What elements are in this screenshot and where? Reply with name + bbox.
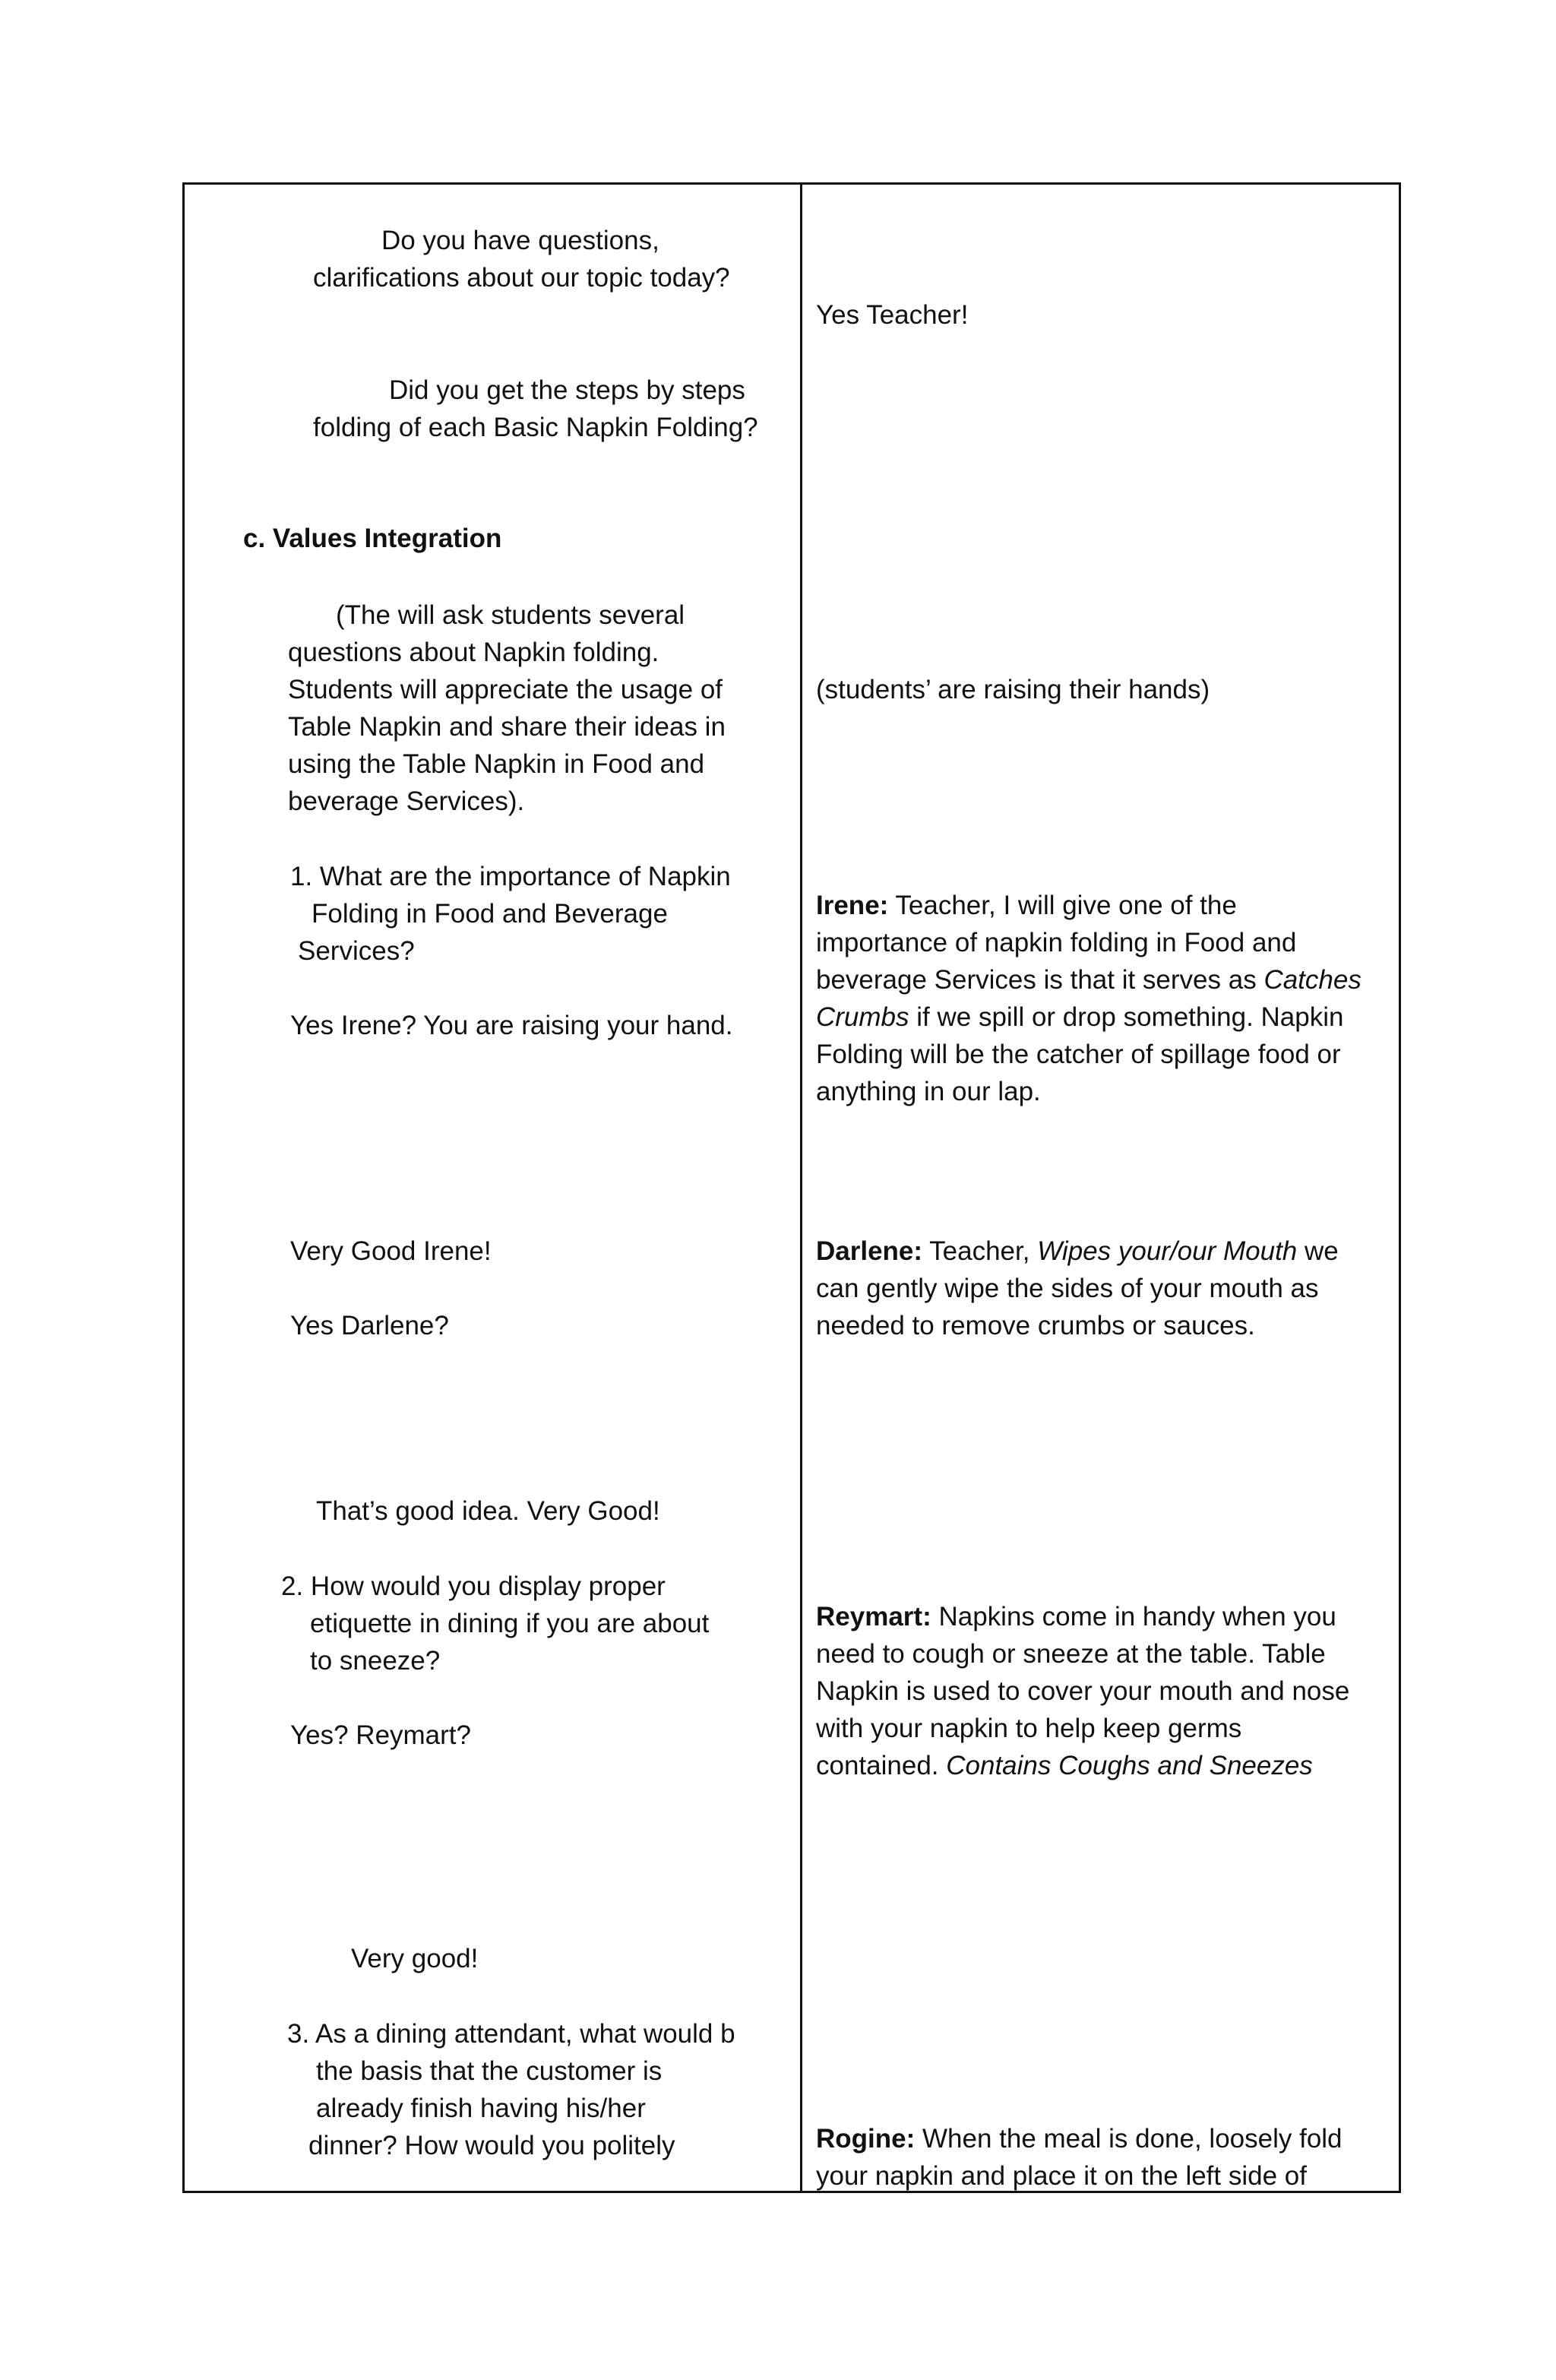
teacher-prompt: Yes Irene? You are raising your hand. bbox=[290, 1011, 733, 1040]
student-answer-irene: beverage Services is that it serves as Catches bbox=[816, 965, 1362, 995]
student-answer-irene: anything in our lap. bbox=[816, 1077, 1041, 1106]
teacher-praise: That’s good idea. Very Good! bbox=[316, 1496, 660, 1526]
teacher-prompt: Yes? Reymart? bbox=[290, 1720, 471, 1750]
column-divider bbox=[800, 182, 802, 2193]
teacher-question-text: Do you have questions, bbox=[381, 226, 659, 255]
student-name: Rogine: bbox=[816, 2124, 916, 2154]
teacher-question-text: folding of each Basic Napkin Folding? bbox=[313, 413, 758, 442]
question-2: etiquette in dining if you are about bbox=[310, 1609, 710, 1638]
question-1: Services? bbox=[298, 936, 415, 966]
student-answer-reymart: need to cough or sneeze at the table. Table bbox=[816, 1639, 1326, 1669]
student-answer-rogine: your napkin and place it on the left side of bbox=[816, 2161, 1307, 2191]
student-answer-irene: importance of napkin folding in Food and bbox=[816, 928, 1297, 957]
student-name: Darlene: bbox=[816, 1236, 923, 1266]
question-2: to sneeze? bbox=[310, 1646, 441, 1676]
lesson-table bbox=[182, 182, 1401, 2193]
question-3: the basis that the customer is bbox=[316, 2056, 663, 2086]
question-3: 3. As a dining attendant, what would b bbox=[287, 2019, 735, 2049]
teacher-prompt: Yes Darlene? bbox=[290, 1311, 449, 1340]
teacher-question-text: clarifications about our topic today? bbox=[313, 263, 730, 293]
section-heading: c. Values Integration bbox=[243, 524, 502, 553]
question-3: dinner? How would you politely bbox=[308, 2131, 675, 2160]
instruction-text: Students will appreciate the usage of bbox=[288, 675, 723, 704]
student-answer-reymart: Napkin is used to cover your mouth and nose bbox=[816, 1676, 1350, 1706]
instruction-text: (The will ask students several bbox=[336, 600, 685, 630]
teacher-question-text: Did you get the steps by steps bbox=[389, 375, 745, 405]
question-3: already finish having his/her bbox=[316, 2094, 646, 2123]
instruction-text: beverage Services). bbox=[288, 786, 525, 816]
student-answer-irene: Crumbs if we spill or drop something. Napkin bbox=[816, 1002, 1344, 1032]
student-response: (students’ are raising their hands) bbox=[816, 675, 1210, 704]
student-answer-darlene: can gently wipe the sides of your mouth as bbox=[816, 1274, 1319, 1303]
student-answer-irene: Irene: Teacher, I will give one of the bbox=[816, 891, 1237, 920]
student-answer-rogine: Rogine: When the meal is done, loosely fold bbox=[816, 2124, 1343, 2154]
question-1: Folding in Food and Beverage bbox=[312, 899, 668, 929]
instruction-text: Table Napkin and share their ideas in bbox=[288, 712, 726, 742]
student-answer-reymart: contained. Contains Coughs and Sneezes bbox=[816, 1751, 1313, 1780]
instruction-text: questions about Napkin folding. bbox=[288, 638, 659, 667]
teacher-praise: Very Good Irene! bbox=[290, 1236, 492, 1266]
student-answer-darlene: Darlene: Teacher, Wipes your/our Mouth we bbox=[816, 1236, 1339, 1266]
student-name: Irene: bbox=[816, 891, 889, 920]
student-name: Reymart: bbox=[816, 1602, 931, 1632]
student-answer-darlene: needed to remove crumbs or sauces. bbox=[816, 1311, 1255, 1340]
teacher-praise: Very good! bbox=[351, 1944, 479, 1973]
student-answer-reymart: with your napkin to help keep germs bbox=[816, 1714, 1242, 1743]
student-response: Yes Teacher! bbox=[816, 300, 969, 330]
question-2: 2. How would you display proper bbox=[281, 1571, 666, 1601]
student-answer-reymart: Reymart: Napkins come in handy when you bbox=[816, 1602, 1336, 1632]
student-answer-irene: Folding will be the catcher of spillage food or bbox=[816, 1040, 1341, 1069]
question-1: 1. What are the importance of Napkin bbox=[290, 862, 731, 891]
instruction-text: using the Table Napkin in Food and bbox=[288, 749, 705, 779]
